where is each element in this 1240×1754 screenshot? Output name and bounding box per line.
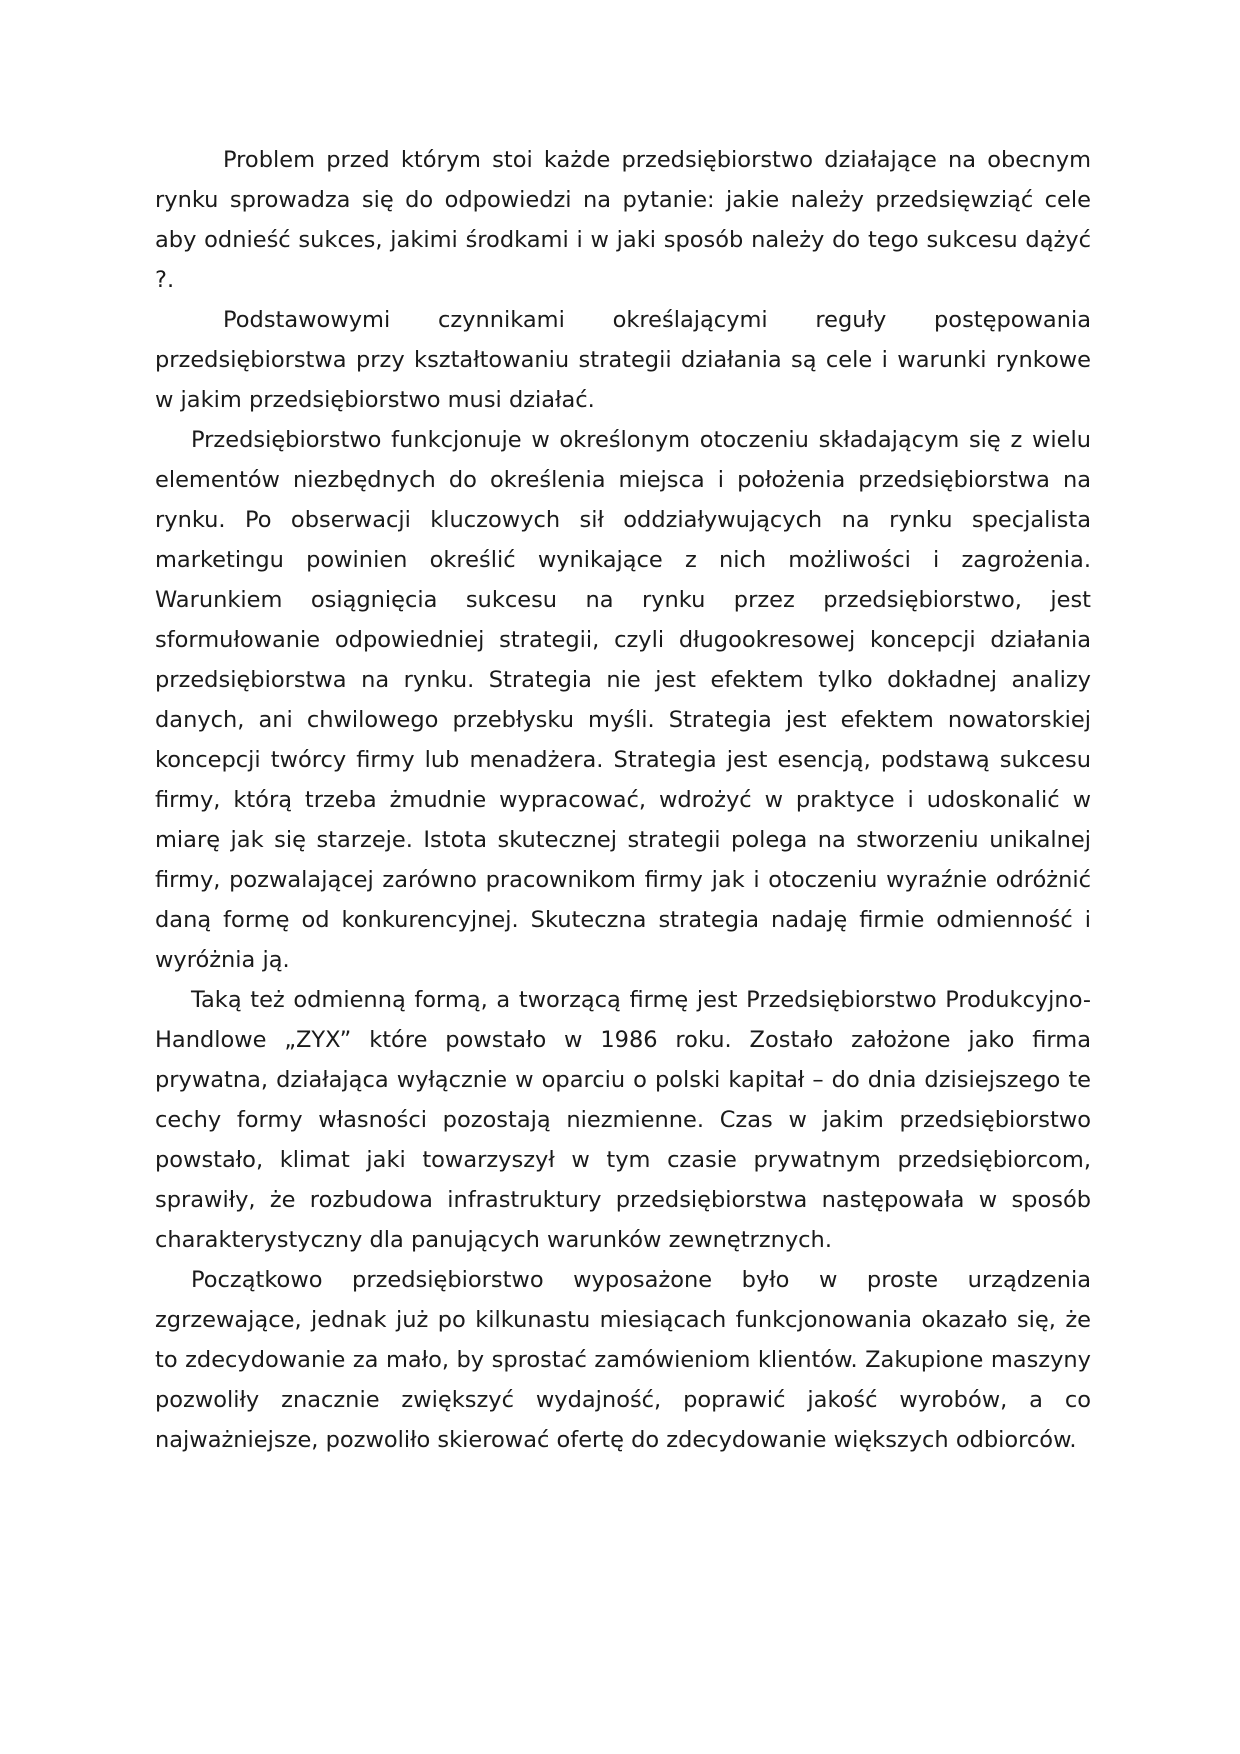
paragraph-intro-problem: Problem przed którym stoi każde przedsiębiorstwo działające na obecnym rynku sprowadza się do odpowiedzi na pytanie: jakie należy przedsięwziąć cele aby odnieść sukces, jakimi środkami i w jaki sposób należy do tego sukcesu dążyć ?.	[155, 147, 1091, 293]
document-body	[155, 140, 1091, 1460]
paragraph-environment-strategy: Przedsiębiorstwo funkcjonuje w określonym otoczeniu składającym się z wielu elementów niezbędnych do określenia miejsca i położenia przedsiębiorstwa na rynku. Po obserwacji kluczowych sił oddziaływujących na rynku specjalista marketingu powinien określić wynikające z nich możliwości i zagrożenia. Warunkiem osiągnięcia sukcesu na rynku przez przedsiębiorstwo, jest sformułowanie odpowiedniej strategii, czyli długookresowej koncepcji działania przedsiębiorstwa na rynku. Strategia nie jest efektem tylko dokładnej analizy danych, ani chwilowego przebłysku myśli. Strategia jest efektem nowatorskiej koncepcji twórcy firmy lub menadżera. Strategia jest esencją, podstawą sukcesu firmy, którą trzeba żmudnie wypracować, wdrożyć w praktyce i udoskonalić w miarę jak się starzeje. Istota skutecznej strategii polega na stworzeniu unikalnej firmy, pozwalającej zarówno pracownikom firmy jak i otoczeniu wyraźnie odróżnić daną formę od konkurencyjnej. Skuteczna strategia nadaję firmie odmienność i wyróżnia ją.	[155, 427, 1091, 973]
paragraph-strategy-factors: Podstawowymi czynnikami określającymi reguły postępowania przedsiębiorstwa przy kształtowaniu strategii działania są cele i warunki rynkowe w jakim przedsiębiorstwo musi działać.	[155, 307, 1091, 413]
paragraph-company-history: Taką też odmienną formą, a tworzącą firmę jest Przedsiębiorstwo Produkcyjno-Handlowe „ZYX” które powstało w 1986 roku. Zostało założone jako firma prywatna, działająca wyłącznie w oparciu o polski kapitał – do dnia dzisiejszego te cechy formy własności pozostają niezmienne. Czas w jakim przedsiębiorstwo powstało, klimat jaki towarzyszył w tym czasie prywatnym przedsiębiorcom, sprawiły, że rozbudowa infrastruktury przedsiębiorstwa następowała w sposób charakterystyczny dla panujących warunków zewnętrznych.	[155, 987, 1091, 1253]
paragraph-equipment: Początkowo przedsiębiorstwo wyposażone było w proste urządzenia zgrzewające, jednak już po kilkunastu miesiącach funkcjonowania okazało się, że to zdecydowanie za mało, by sprostać zamówieniom klientów. Zakupione maszyny pozwoliły znacznie zwiększyć wydajność, poprawić jakość wyrobów, a co najważniejsze, pozwoliło skierować ofertę do zdecydowanie większych odbiorców.	[155, 1267, 1091, 1453]
